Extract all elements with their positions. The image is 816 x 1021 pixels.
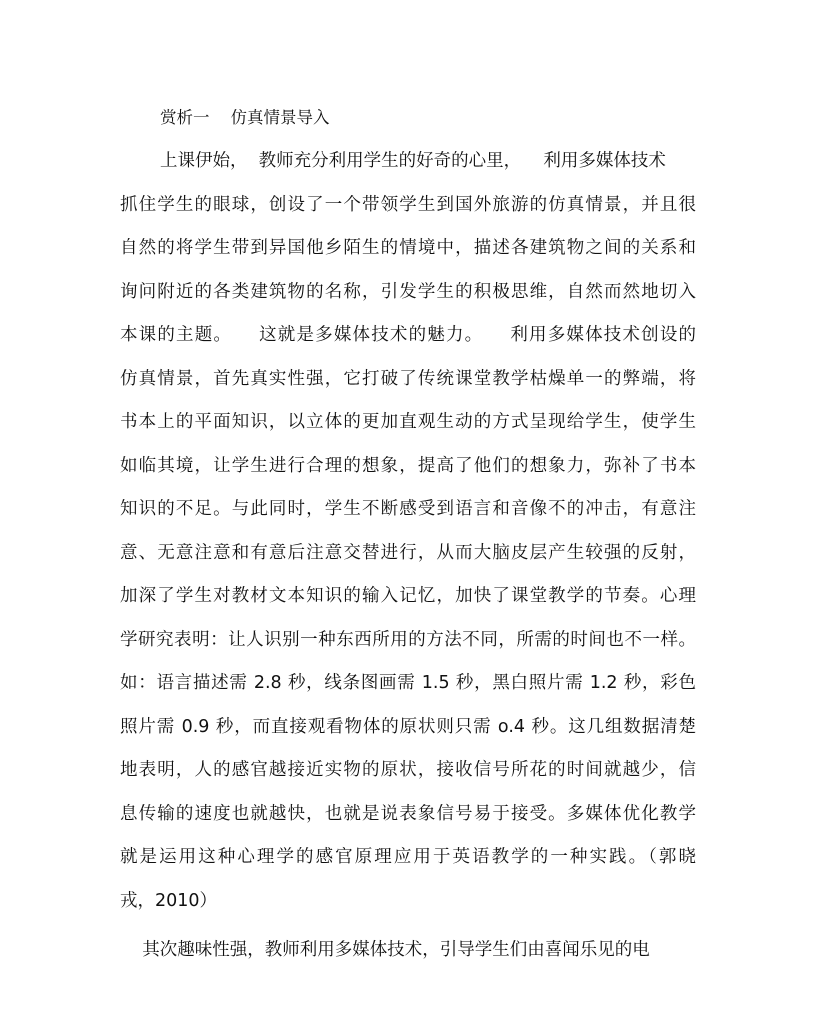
paragraph-line: 询问附近的各类建筑物的名称，引发学生的积极思维，自然而然地切入 <box>120 282 696 302</box>
paragraph-line: 如：语言描述需 2.8 秒，线条图画需 1.5 秒，黑白照片需 1.2 秒，彩色 <box>120 673 696 693</box>
paragraph-line: 戎，2010） <box>120 891 218 911</box>
section-heading: 赏析一 仿真情景导入 <box>160 108 330 127</box>
paragraph-line: 地表明，人的感官越接近实物的原状，接收信号所花的时间就越少，信 <box>120 760 696 780</box>
paragraph-line: 上课伊始， 教师充分利用学生的好奇的心里， 利用多媒体技术 <box>160 151 666 171</box>
paragraph-line: 照片需 0.9 秒，而直接观看物体的原状则只需 o.4 秒。这几组数据清楚 <box>120 717 696 737</box>
paragraph-line: 抓住学生的眼球，创设了一个带领学生到国外旅游的仿真情景，并且很 <box>120 195 696 215</box>
paragraph-line: 加深了学生对教材文本知识的输入记忆，加快了课堂教学的节奏。心理 <box>120 586 696 606</box>
paragraph-line: 意、无意注意和有意后注意交替进行，从而大脑皮层产生较强的反射， <box>120 543 696 563</box>
paragraph-line: 就是运用这种心理学的感官原理应用于英语教学的一种实践。（郭晓 <box>120 847 696 867</box>
paragraph-line: 自然的将学生带到异国他乡陌生的情境中，描述各建筑物之间的关系和 <box>120 238 696 258</box>
paragraph-line: 知识的不足。与此同时，学生不断感受到语言和音像不的冲击，有意注 <box>120 499 696 519</box>
paragraph-line: 书本上的平面知识，以立体的更加直观生动的方式呈现给学生，使学生 <box>120 412 696 432</box>
paragraph-line: 学研究表明：让人识别一种东西所用的方法不同，所需的时间也不一样。 <box>120 630 696 650</box>
paragraph-line: 仿真情景，首先真实性强，它打破了传统课堂教学枯燥单一的弊端，将 <box>120 369 696 389</box>
paragraph-line: 如临其境，让学生进行合理的想象，提高了他们的想象力，弥补了书本 <box>120 456 696 476</box>
paragraph-line: 其次趣味性强，教师利用多媒体技术，引导学生们由喜闻乐见的电 <box>120 940 650 960</box>
paragraph-line: 本课的主题。 这就是多媒体技术的魅力。 利用多媒体技术创设的 <box>120 325 696 345</box>
paragraph-line: 息传输的速度也就越快，也就是说表象信号易于接受。多媒体优化教学 <box>120 804 696 824</box>
